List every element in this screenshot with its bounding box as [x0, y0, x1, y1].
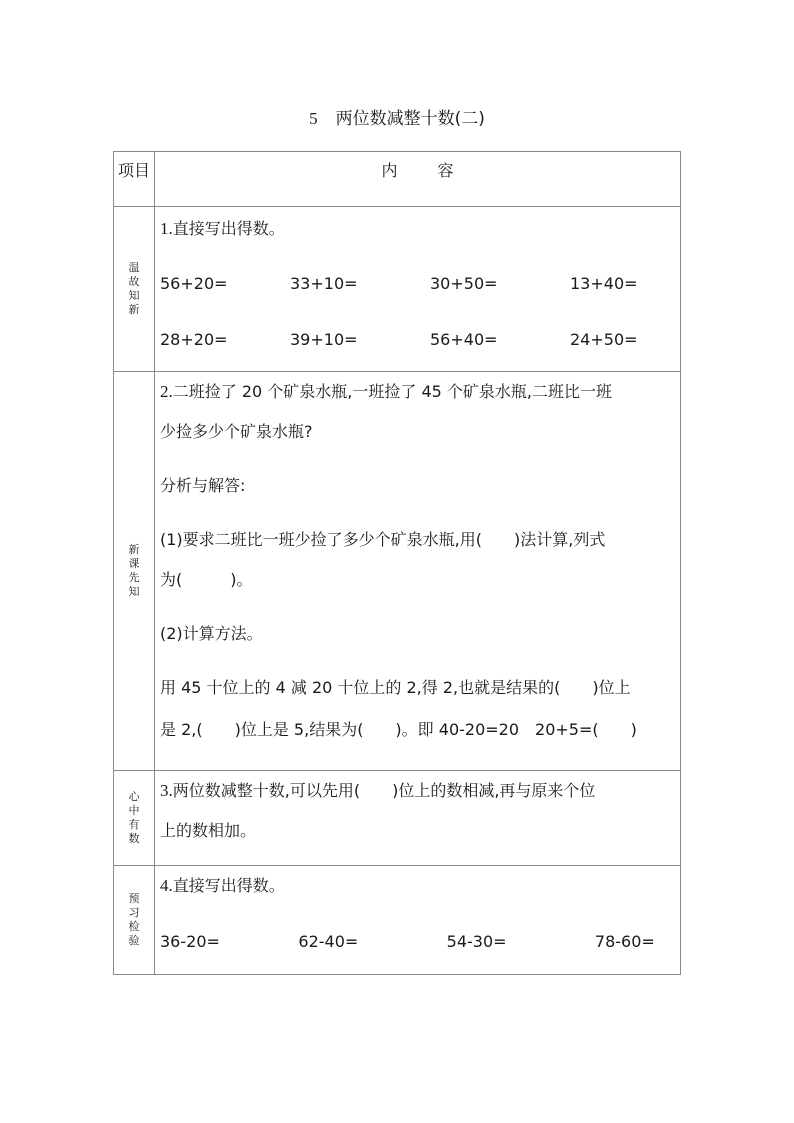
- worksheet-table: [113, 151, 681, 975]
- page-title: [0, 104, 794, 129]
- calc-item: 78-60=: [594, 932, 655, 951]
- question-2-line-1: 2.二班捡了 20 个矿泉水瓶,一班捡了 45 个矿泉水瓶,二班比一班: [160, 382, 612, 401]
- row-label-text: 新 课 先 知: [128, 543, 140, 598]
- row-content-check: [155, 866, 681, 975]
- calc-item: 36-20=: [160, 932, 220, 951]
- row-label-text: 温 故 知 新: [128, 261, 140, 316]
- calc-item: 56+40=: [430, 330, 498, 349]
- header-content-cell: [155, 152, 681, 207]
- calc-item: 33+10=: [290, 274, 358, 293]
- row-content-review: [155, 207, 681, 372]
- part-3-line-2: 是 2,( )位上是 5,结果为( )。即 40-20=20 20+5=( ): [160, 720, 637, 739]
- analysis-heading: 分析与解答:: [160, 476, 246, 495]
- part-3-line-1: 用 45 十位上的 4 减 20 十位上的 2,得 2,也就是结果的( )位上: [160, 678, 631, 697]
- lesson-number: 5: [309, 109, 318, 128]
- calc-item: 56+20=: [160, 274, 228, 293]
- calc-row-2: [160, 326, 674, 354]
- row-review: [114, 207, 681, 372]
- row-new-lesson: [114, 372, 681, 771]
- header-item-cell: [114, 152, 155, 207]
- row-content-summary: [155, 771, 681, 866]
- row-summary: [114, 771, 681, 866]
- header-content-label-b: 容: [437, 161, 454, 180]
- row-check: [114, 866, 681, 975]
- question-4: 4.直接写出得数。: [160, 876, 285, 895]
- header-row: [114, 152, 681, 207]
- calc-item: 24+50=: [570, 330, 638, 349]
- lesson-title: 两位数减整十数(二): [335, 109, 485, 129]
- question-1: [160, 215, 674, 243]
- row-label-text: 心 中 有 数: [128, 790, 140, 845]
- calc-item: 30+50=: [430, 274, 498, 293]
- calc-item: 13+40=: [570, 274, 638, 293]
- question-text: 直接写出得数。: [172, 219, 285, 238]
- calc-item: 62-40=: [298, 932, 359, 951]
- header-content-label-a: 内: [381, 161, 398, 180]
- part-1-line-1: (1)要求二班比一班少捡了多少个矿泉水瓶,用( )法计算,列式: [160, 530, 606, 549]
- row-label-new-lesson: [114, 372, 155, 771]
- calc-item: 39+10=: [290, 330, 358, 349]
- question-2-line-2: 少捡多少个矿泉水瓶?: [160, 422, 313, 441]
- calc-row-check: [160, 928, 674, 956]
- row-label-summary: [114, 771, 155, 866]
- question-3-line-2: 上的数相加。: [160, 821, 257, 840]
- calc-item: 54-30=: [446, 932, 507, 951]
- question-number: 1.: [160, 219, 173, 238]
- part-1-line-2: 为( )。: [160, 570, 253, 589]
- part-2: (2)计算方法。: [160, 624, 263, 643]
- row-label-text: 预 习 检 验: [128, 892, 140, 947]
- row-label-check: [114, 866, 155, 975]
- row-label-review: [114, 207, 155, 372]
- header-item-label: 项目: [117, 161, 150, 180]
- row-content-new-lesson: [155, 372, 681, 771]
- question-3-line-1: 3.两位数减整十数,可以先用( )位上的数相减,再与原来个位: [160, 781, 596, 800]
- calc-row-1: [160, 270, 674, 298]
- calc-item: 28+20=: [160, 330, 228, 349]
